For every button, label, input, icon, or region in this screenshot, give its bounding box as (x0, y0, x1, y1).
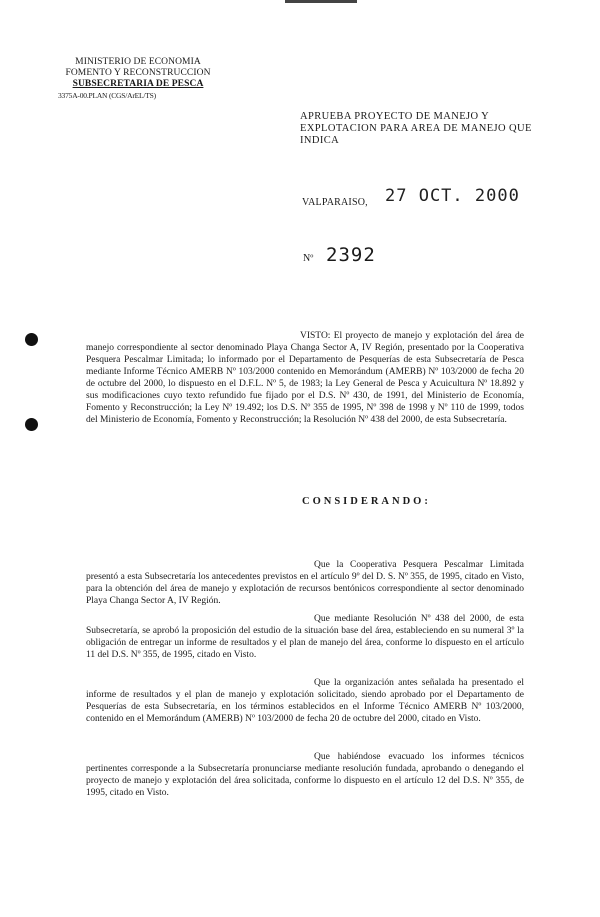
ministry-line-3: SUBSECRETARIA DE PESCA (72, 79, 204, 89)
considerando-paragraph: Que la organización antes señalada ha presentado el informe de resultados y el plan de manejo y explotación solicitado, siendo aprobado por el Departamento de Pesquerías de esta Subsecretaría, en los términos establecidos en el Informe Técnico AMERB Nº 103/2000, contenido en el Memorándum (AMERB) Nº 103/2000 de fecha 20 de octubre del 2000, citado en Visto. (86, 678, 524, 724)
ministry-line-2: FOMENTO Y RECONSTRUCCION (65, 68, 211, 78)
considerando-paragraph: Que habiéndose evacuado los informes técnicos pertinentes corresponde a la Subsecretaría pronunciarse mediante resolución fundada, aprobando o denegando el proyecto de manejo y explotación del área solicitada, conforme lo dispuesto en el artículo 12 del D.S. Nº 355, de 1995, citado en Visto. (86, 752, 524, 798)
scan-mark (285, 0, 357, 3)
date-stamp: 27 OCT. 2000 (385, 186, 520, 206)
subject-title: APRUEBA PROYECTO DE MANEJO Y EXPLOTACION PARA AREA DE MANEJO QUE INDICA (300, 111, 532, 146)
punch-hole-mark (25, 418, 38, 431)
ministry-line-1: MINISTERIO DE ECONOMIA (75, 57, 201, 67)
visto-paragraph: VISTO: El proyecto de manejo y explotación del área de manejo correspondiente al sector denominado Playa Changa Sector A, IV Región, presentado por la Cooperativa Pesquera Pescalmar Limitada; lo informado por el Departamento de Pesquerías de esta Subsecretaría de Pesca mediante Informe Técnico AMERB Nº 103/2000 contenido en Memorándum (AMERB) Nº 103/2000 de fecha 20 de octubre del 2000, lo dispuesto en el D.F.L. Nº 5, de 1983; la Ley General de Pesca y Acuicultura Nº 18.892 y sus modificaciones cuyo texto refundido fue fijado por el D.S. Nº 430, de 1991, del Ministerio de Economía, Fomento y Reconstrucción; la Ley Nº 19.492; los D.S. Nº 355 de 1995, Nº 398 de 1998 y Nº 110 de 1999, todos del Ministerio de Economía, Fomento y Reconstrucción; la Resolución Nº 438 del 2000, de esta Subsecretaría. (86, 331, 524, 425)
ministry-header (58, 57, 218, 90)
punch-hole-mark (25, 333, 38, 346)
place-label: VALPARAISO, (302, 197, 368, 208)
considerando-paragraph: Que la Cooperativa Pesquera Pescalmar Limitada presentó a esta Subsecretaría los antecedentes previstos en el artículo 9º del D. S. Nº 355, de 1995, citado en Visto, para la obtención del área de manejo y explotación de recursos bentónicos correspondiente al sector denominado Playa Changa Sector A, IV Región. (86, 560, 524, 606)
reference-code: 3375A-00.PLAN (CGS/ArEL/TS) (58, 91, 156, 100)
number-label: Nº (303, 253, 314, 264)
considerando-paragraph: Que mediante Resolución Nº 438 del 2000, de esta Subsecretaría, se aprobó la proposición del estudio de la situación base del área, estableciendo en su numeral 3º la obligación de entregar un informe de resultados y el plan de manejo del área, conforme lo dispuesto en el artículo 11 del D.S. Nº 355, de 1995, citado en Visto. (86, 614, 524, 660)
resolution-number: 2392 (326, 244, 376, 266)
considerando-heading: CONSIDERANDO: (302, 496, 431, 507)
